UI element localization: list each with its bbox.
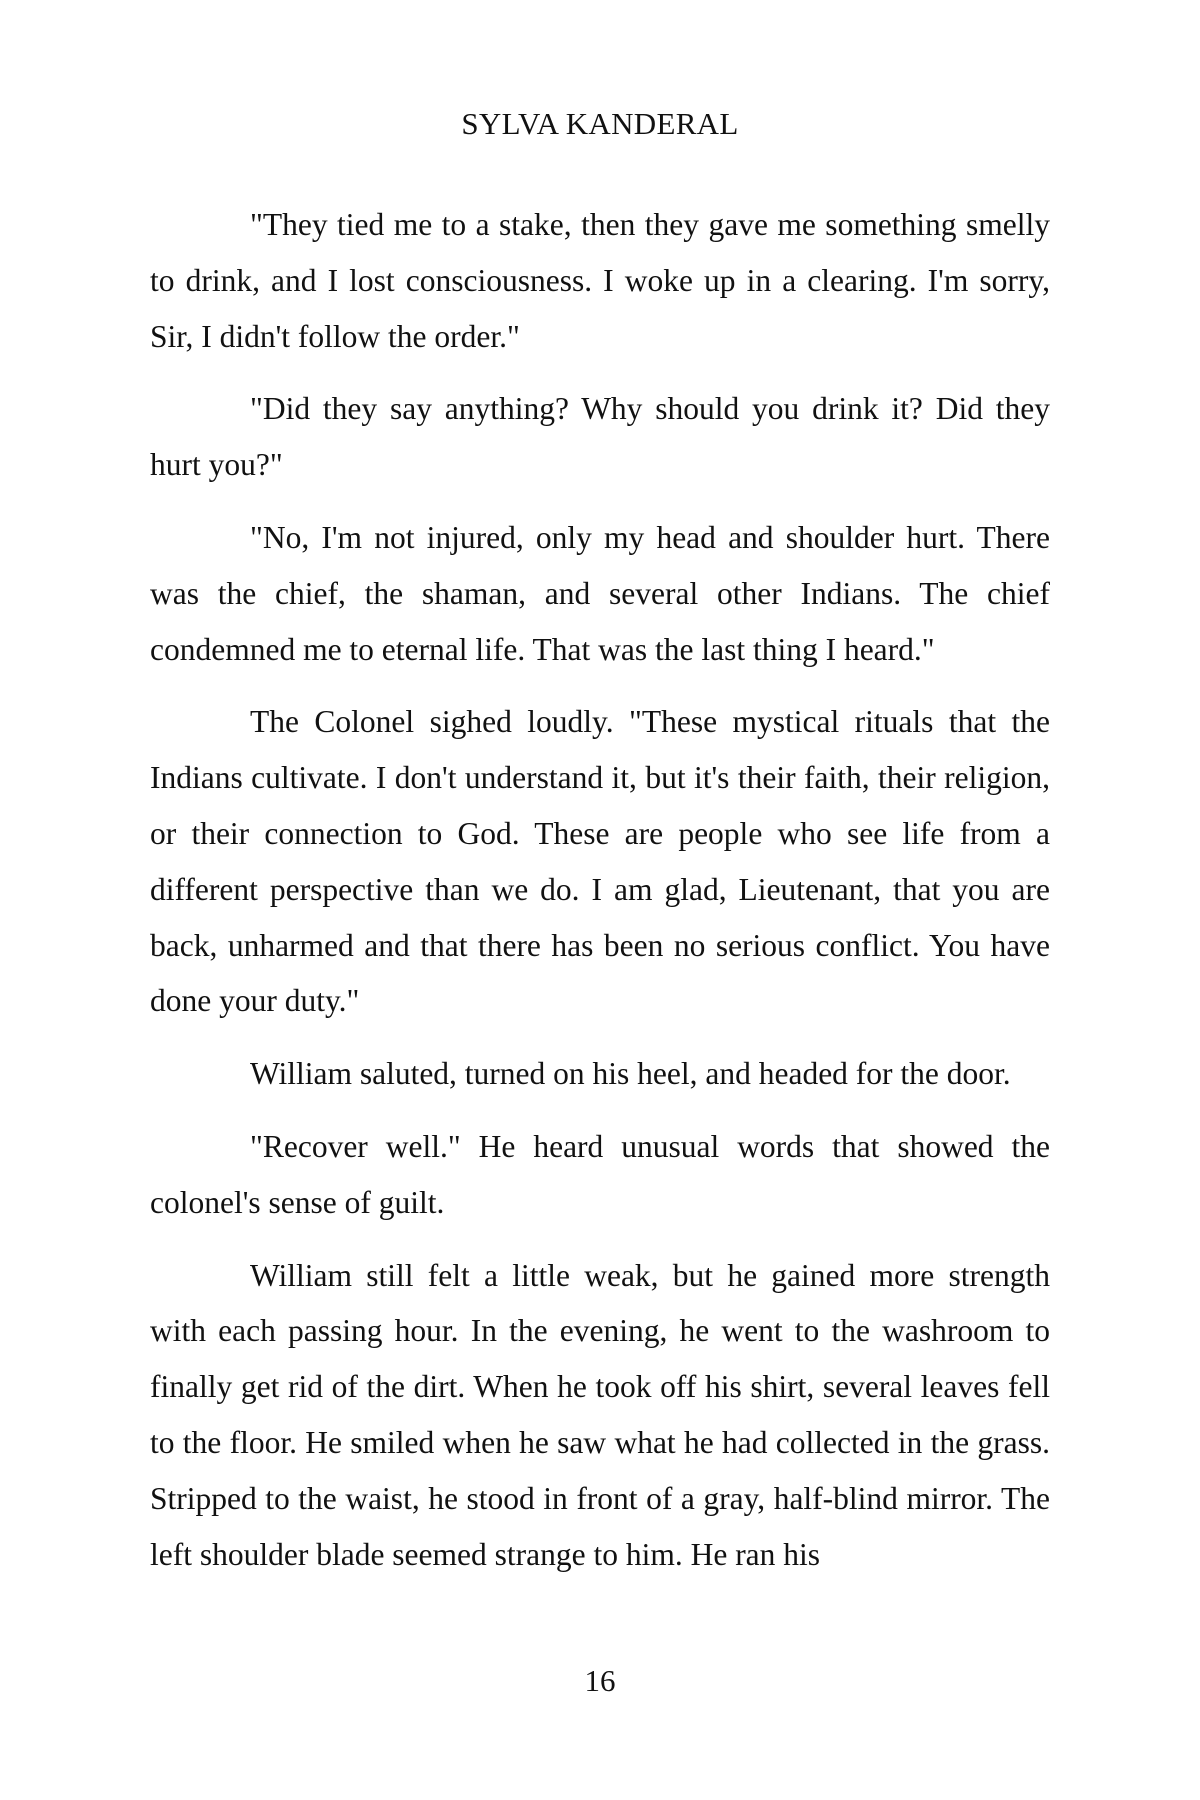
- paragraph: "Did they say anything? Why should you drink it? Did they hurt you?": [150, 391, 1050, 483]
- body-text: [150, 197, 1050, 1599]
- page-number: 16: [584, 1663, 616, 1698]
- paragraph: The Colonel sighed loudly. "These mystical rituals that the Indians cultivate. I don't understand it, but it's their faith, their religion, or their connection to God. These are people who see life from a different perspective than we do. I am glad, Lieutenant, that you are back, unharmed and that there has been no serious conflict. You have done your duty.": [150, 704, 1050, 1019]
- running-header-title: SYLVA KANDERAL: [461, 106, 739, 141]
- paragraph: "They tied me to a stake, then they gave me something smelly to drink, and I lost consciousness. I woke up in a clearing. I'm sorry, Sir, I didn't follow the order.": [150, 207, 1050, 354]
- paragraph: William still felt a little weak, but he gained more strength with each passing hour. In the evening, he went to the washroom to finally get rid of the dirt. When he took off his shirt, several leaves fell to the floor. He smiled when he saw what he had collected in the grass. Stripped to the waist, he stood in front of a gray, half-blind mirror. The left shoulder blade seemed strange to him. He ran his: [150, 1257, 1050, 1572]
- paragraph: William saluted, turned on his heel, and headed for the door.: [250, 1056, 1011, 1092]
- paragraph: "No, I'm not injured, only my head and shoulder hurt. There was the chief, the shaman, and several other Indians. The chief condemned me to eternal life. That was the last thing I heard.": [150, 519, 1050, 667]
- paragraph: "Recover well." He heard unusual words that showed the colonel's sense of guilt.: [150, 1128, 1050, 1220]
